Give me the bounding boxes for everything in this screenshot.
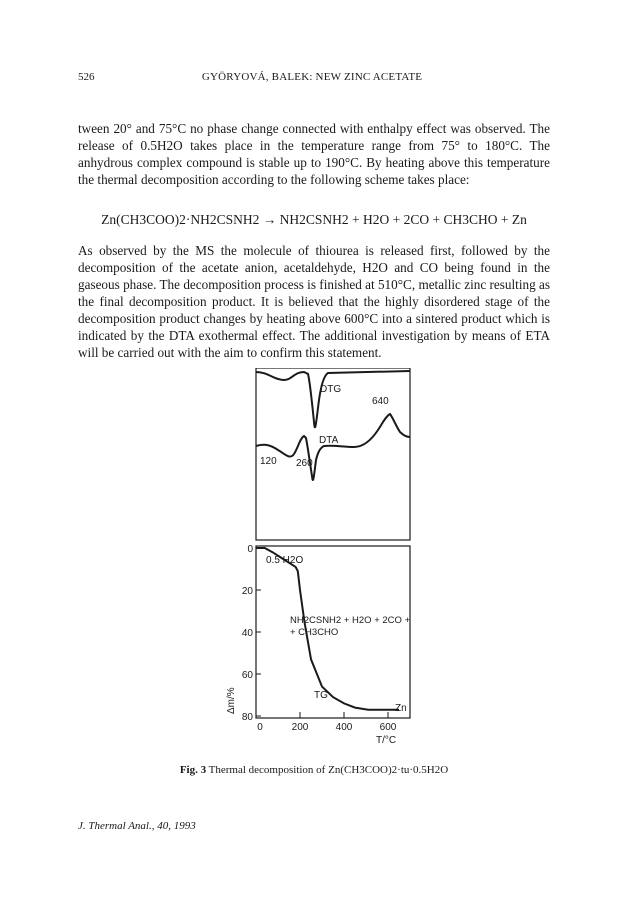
y-axis-ticks xyxy=(242,544,261,723)
y-tick-label: 20 xyxy=(241,586,253,597)
zn-residue-label: Zn xyxy=(395,703,407,714)
figure-number: Fig. 3 xyxy=(179,764,207,776)
decomposition-equation: Zn(CH3COO)2·NH2CSNH2 → NH2CSNH2 + H2O + 2CO + CH3CHO + Zn xyxy=(101,212,527,227)
body-paragraph-2: As observed by the MS the molecule of thiourea is released first, followed by the decomposition of the acetate anion, acetaldehyde, H2O and CO being found in the gaseous phase. The decomposition process is finished at 510°C, metallic zinc resulting as the final decomposition product. It is believed that the highly disordered stage of the decomposition product changes by heating above 600°C into a sintered product which is indicated by the DTA exothermal effect. The additional investigation by means of ETA will be carried out with the aim to confirm this statement. xyxy=(78,243,550,360)
dta-curve xyxy=(256,414,410,480)
y-tick-label: 40 xyxy=(241,628,253,639)
x-tick-label: 600 xyxy=(379,722,397,733)
products-step-label-1: NH2CSNH2 + H2O + 2CO + xyxy=(290,615,411,626)
water-step-label: 0.5 H2O xyxy=(266,555,304,566)
x-axis-ticks xyxy=(256,712,397,733)
tg-label: TG xyxy=(314,690,328,701)
figure-caption xyxy=(78,764,550,776)
thermal-analysis-plot xyxy=(222,368,436,753)
y-tick-label: 60 xyxy=(241,670,253,681)
x-tick-label: 400 xyxy=(335,722,353,733)
y-tick-label: 80 xyxy=(241,712,253,723)
y-axis-label: Δm/% xyxy=(226,687,237,714)
page-number: 526 xyxy=(78,71,95,83)
x-axis-label: T/°C xyxy=(376,735,397,746)
peak-640-label: 640 xyxy=(372,396,389,407)
x-tick-label: 0 xyxy=(257,722,263,733)
peak-120-label: 120 xyxy=(260,456,277,467)
x-tick-label: 200 xyxy=(291,722,309,733)
journal-footer: J. Thermal Anal., 40, 1993 xyxy=(78,820,196,832)
dta-label: DTA xyxy=(319,435,339,446)
caption-text: Thermal decomposition of Zn(CH3COO)2·tu·0.5H2O xyxy=(208,764,449,776)
peak-260-label: 260 xyxy=(296,458,313,469)
dtg-label: DTG xyxy=(320,384,342,395)
thermal-analysis-figure xyxy=(222,368,436,753)
y-tick-label: 0 xyxy=(247,544,253,555)
body-paragraph-1: tween 20° and 75°C no phase change connected with enthalpy effect was observed. The release of 0.5H2O takes place in the temperature range from 75° to 180°C. The anhydrous complex compound is stable up to 190°C. By heating above this temperature the thermal decomposition according to the following scheme takes place: xyxy=(78,121,550,187)
running-title: GYÖRYOVÁ, BALEK: NEW ZINC ACETATE xyxy=(201,71,423,83)
products-step-label-2: + CH3CHO xyxy=(290,627,339,638)
